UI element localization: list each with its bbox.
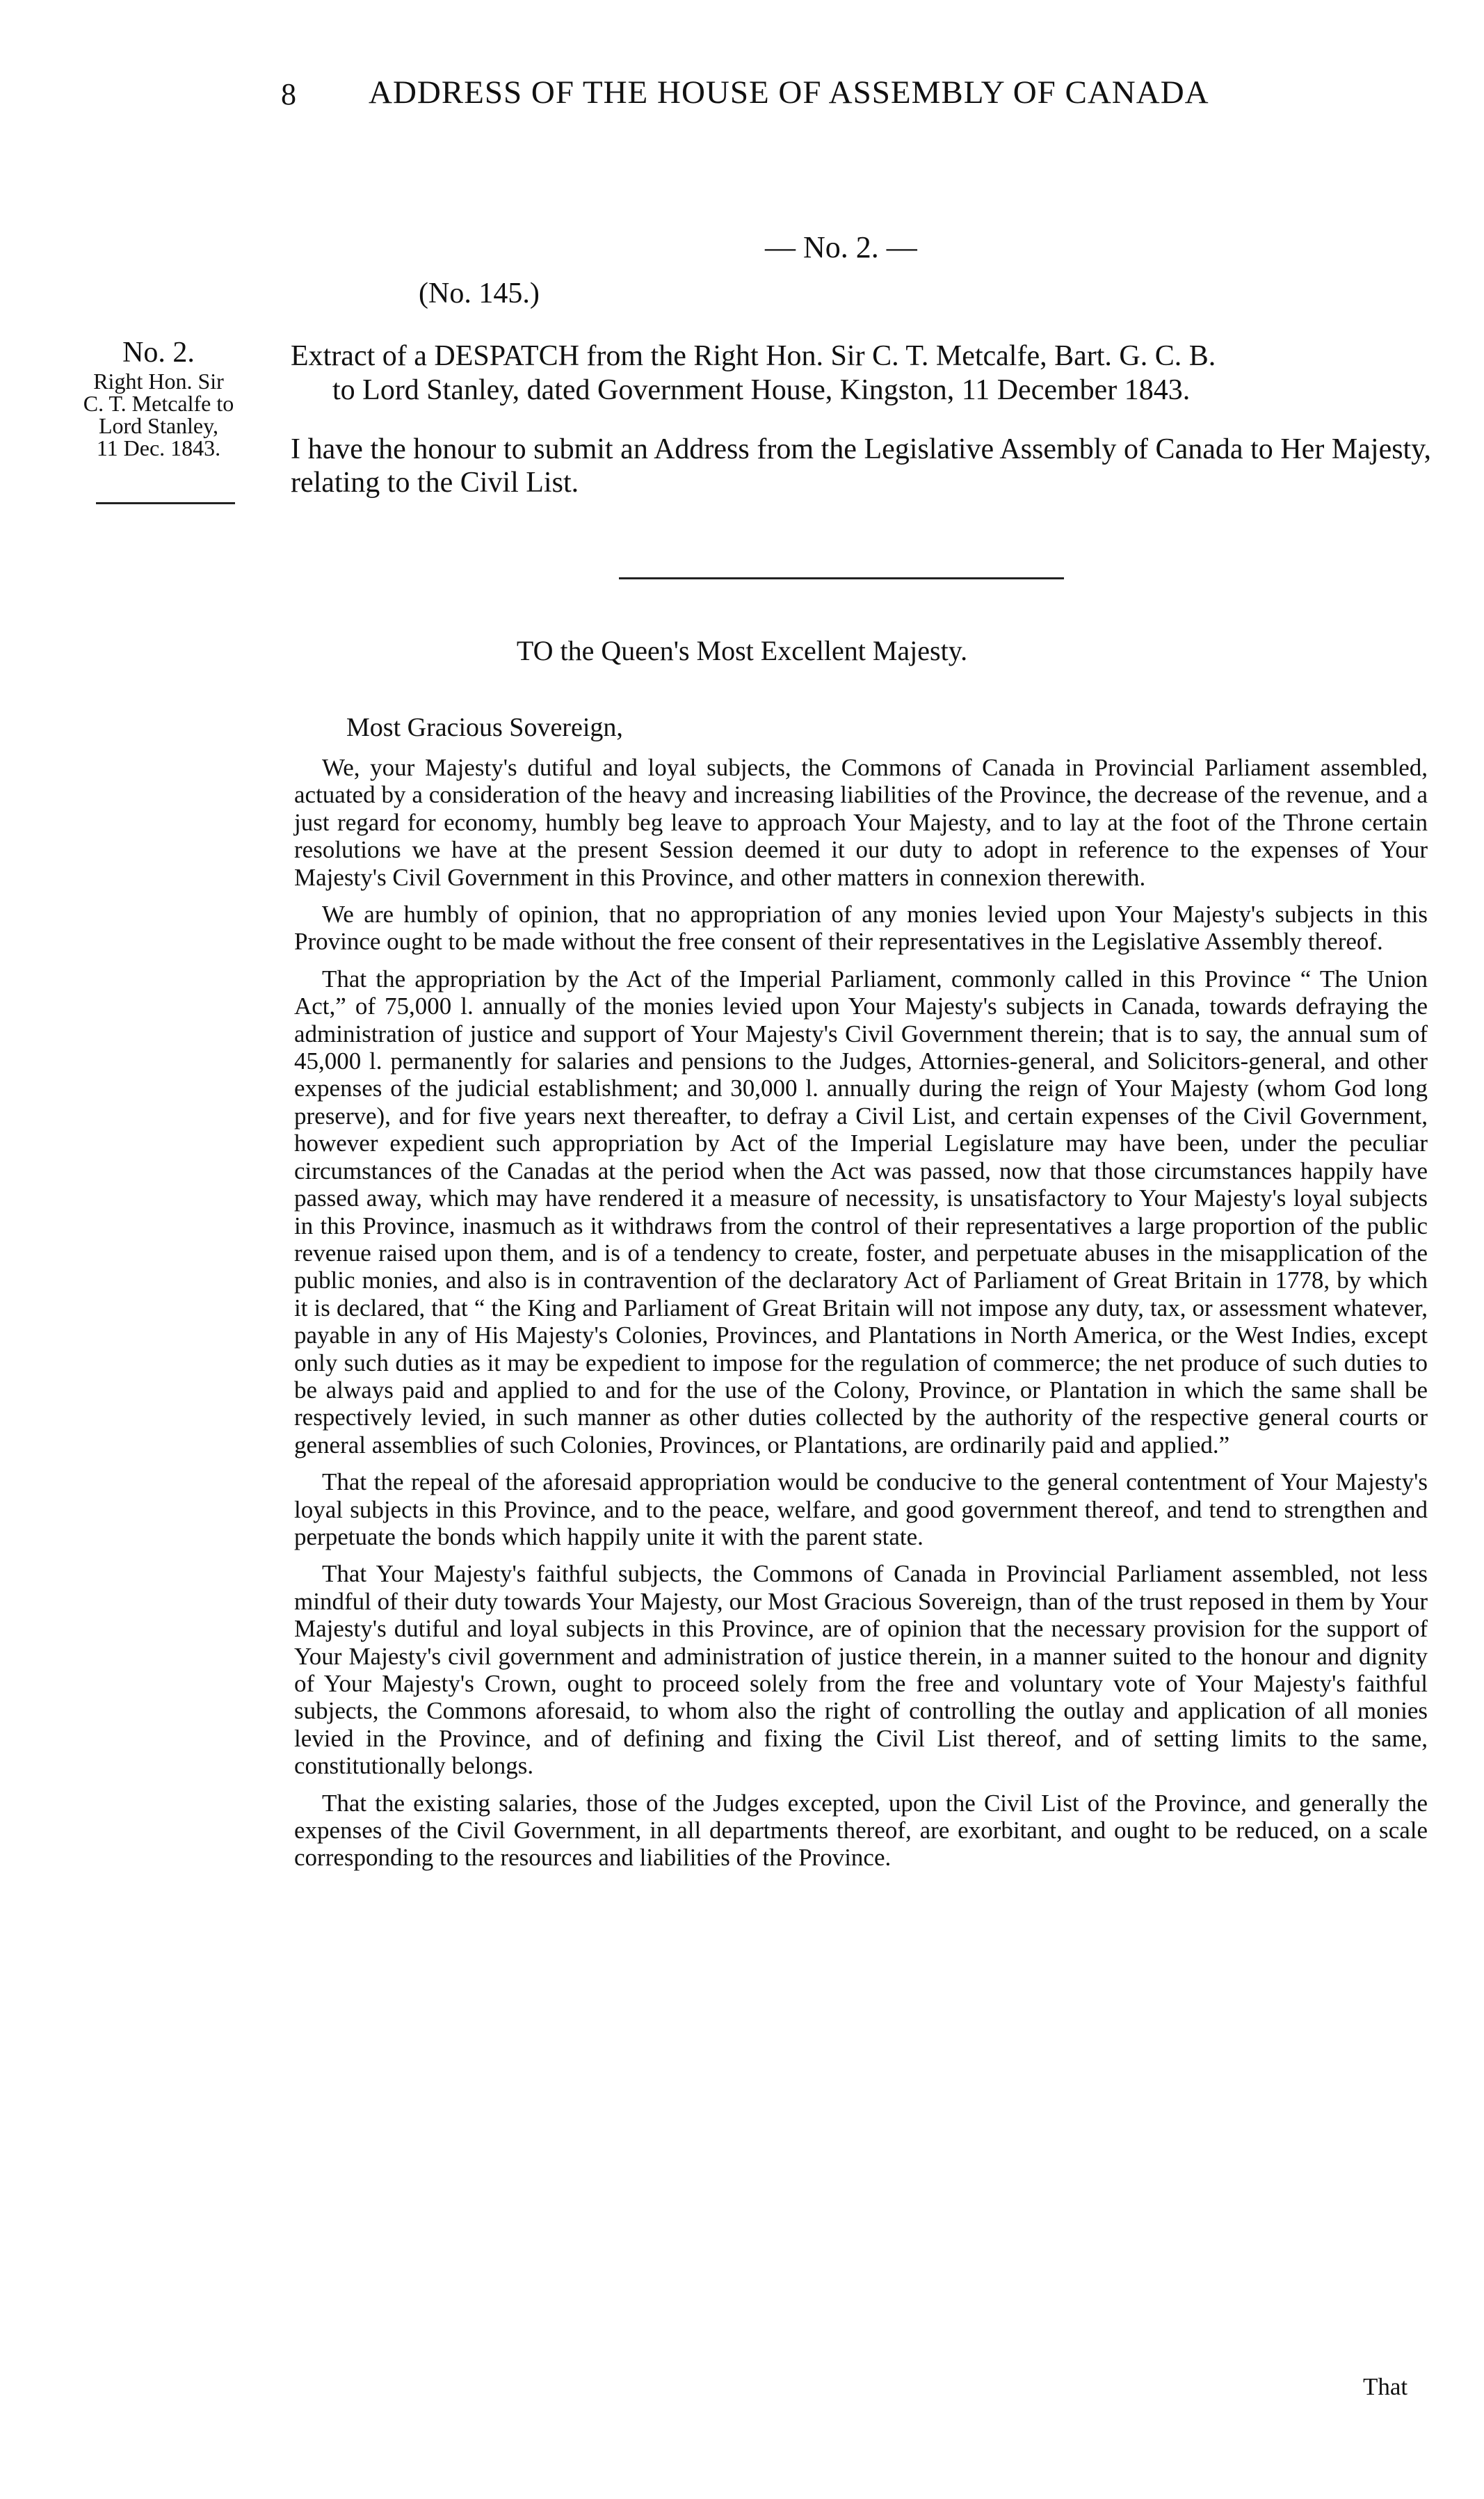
margin-note-line: 11 Dec. 1843. [96, 435, 221, 460]
page-number: 8 [281, 77, 296, 111]
paragraph: We, your Majesty's dutiful and loyal subjects, the Commons of Canada in Provincial Parliament assembled, actuated by a consideration of the heavy and increasing liabilities of the Province, the decrease of the revenue, and a just regard for economy, humbly beg leave to approach Your Majesty, and to lay at the foot of the Throne certain resolutions we have at the present Session deemed it our duty to adopt in reference to the expenses of Your Majesty's Civil Government in this Province, and other matters in connexion therewith. [294, 754, 1428, 891]
paragraph: That the existing salaries, those of the Judges excepted, upon the Civil List of the Province, and generally the expenses of the Civil Government, in all departments thereof, are exorbitant, and ought to be reduced, on a scale corresponding to the resources and liabilities of the Province. [294, 1789, 1428, 1872]
address-heading: TO the Queen's Most Excellent Majesty. [516, 635, 968, 666]
catchword: That [1363, 2373, 1408, 2400]
margin-note-line: C. T. Metcalfe to [83, 391, 234, 416]
section-number: — No. 2. — [765, 230, 917, 264]
paragraph: That the appropriation by the Act of the Imperial Parliament, commonly called in this Province “ The Union Act,” of 75,000 l. annually of the monies levied upon Your Majesty's subjects in Canada, towards defraying the administration of justice and support of Your Majesty's Civil Government therein; that is to say, the annual sum of 45,000 l. permanently for salaries and pensions to the Judges, Attornies-general, and Solicitors-general, and other expenses of the judicial establishment; and 30,000 l. annually during the reign of Your Majesty (whom God long preserve), and for five years next thereafter, to defray a Civil List, and certain expenses of the Civil Government, however expedient such appropriation by Act of the Imperial Legislature may have been, under the peculiar circumstances of the Canadas at the period when the Act was passed, now that those circumstances happily have passed away, which may have rendered it a measure of necessity, is unsatisfactory to Your Majesty's loyal subjects in this Province, inasmuch as it withdraws from the control of their representatives a large proportion of the public revenue raised upon them, and is of a tendency to create, foster, and perpetuate abuses in the misapplication of the public monies, and also is in contravention of the declaratory Act of Parliament of Great Britain in 1778, by which it is declared, that “ the King and Parliament of Great Britain will not impose any duty, tax, or assessment whatever, payable in any of His Majesty's Colonies, Provinces, and Plantations in North America, or the West Indies, except only such duties as it may be expedient to impose for the regulation of commerce; the net produce of such duties to be always paid and applied to and for the use of the Colony, Province, or Plantation in which the same shall be respectively levied, in such manner as other duties collected by the authority of the respective general courts or general assemblies of such Colonies, Provinces, or Plantations, are ordinarily paid and applied.” [294, 965, 1428, 1459]
margin-note [54, 338, 263, 459]
extract-heading [291, 339, 1431, 408]
despatch-number: (No. 145.) [419, 278, 540, 310]
paragraph: That the repeal of the aforesaid appropriation would be conducive to the general contentment of Your Majesty's loyal subjects in this Province, and to the peace, welfare, and good government thereof, and tend to strengthen and perpetuate the bonds which happily unite it with the parent state. [294, 1468, 1428, 1550]
paragraph: We are humbly of opinion, that no appropriation of any monies levied upon Your Majesty's subjects in this Province ought to be made without the free consent of their representatives in the Legislative Assembly thereof. [294, 901, 1428, 956]
extract-line-1: Extract of a DESPATCH from the Right Hon. Sir C. T. Metcalfe, Bart. G. C. B. [291, 340, 1216, 372]
section-divider [619, 577, 1064, 579]
margin-note-line: Lord Stanley, [98, 413, 219, 438]
margin-note-line: Right Hon. Sir [93, 369, 224, 394]
salutation: Most Gracious Sovereign, [346, 713, 623, 742]
margin-rule [96, 502, 235, 504]
paragraph: That Your Majesty's faithful subjects, the Commons of Canada in Provincial Parliament assembled, not less mindful of their duty towards Your Majesty, our Most Gracious Sovereign, than of the trust reposed in them by Your Majesty's dutiful and loyal subjects in this Province, are of opinion that the necessary provision for the support of Your Majesty's civil government and administration of justice therein, in a manner suited to the honour and dignity of Your Majesty's Crown, ought to proceed solely from the free and voluntary vote of Your Majesty's faithful subjects, the Commons aforesaid, to whom also the right of controlling the outlay and application of all monies levied in the Province, and of defining and fixing the Civil List thereof, and of setting limits to the same, constitutionally belongs. [294, 1560, 1428, 1780]
opening-paragraph: I have the honour to submit an Address from the Legislative Assembly of Canada to Her Majesty, relating to the Civil List. [291, 433, 1431, 499]
margin-note-heading: No. 2. [122, 337, 195, 369]
address-body [294, 754, 1428, 1881]
extract-line-2: to Lord Stanley, dated Government House, Kingston, 11 December 1843. [332, 374, 1191, 406]
running-head: ADDRESS OF THE HOUSE OF ASSEMBLY OF CANADA [369, 74, 1209, 111]
